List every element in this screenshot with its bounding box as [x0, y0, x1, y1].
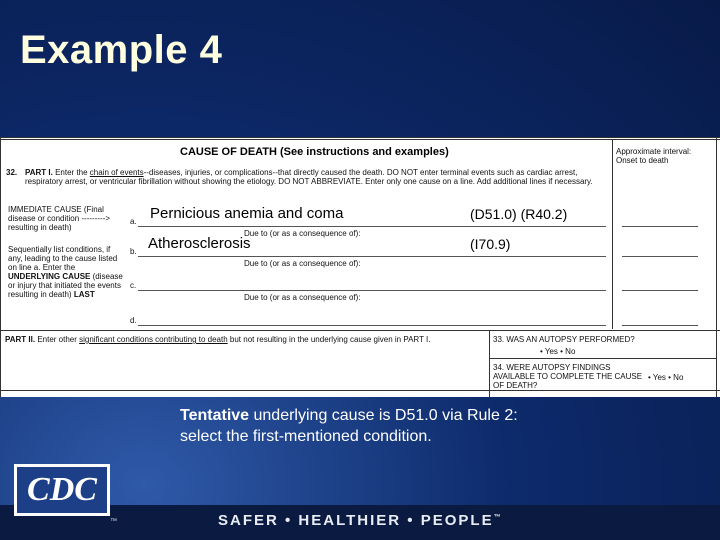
line-a-entry: Pernicious anemia and coma [150, 205, 344, 222]
line-letter-b: b. [130, 247, 137, 256]
chain-of-events-link: chain of events [89, 168, 144, 177]
immediate-cause-label: IMMEDIATE CAUSE (Final disease or condition ---------> resulting in death) [8, 205, 111, 232]
interval-label: Approximate interval: Onset to death [616, 147, 692, 165]
part2-instructions [5, 335, 485, 344]
note-text: underlying cause is D51.0 via Rule 2: select the first-mentioned condition. [180, 407, 518, 445]
line-d-underline [138, 325, 606, 326]
interval-a-underline [622, 226, 698, 227]
part2-text-a: Enter other [37, 335, 77, 344]
line-b-codes: (I70.9) [470, 236, 511, 252]
autopsy-options: • Yes • No [540, 347, 576, 356]
autopsy-question: 33. WAS AN AUTOPSY PERFORMED? [493, 335, 635, 344]
slogan-tm: ™ [493, 514, 503, 521]
q33-q34-divider [489, 358, 717, 359]
line-b-entry: Atherosclerosis [148, 235, 251, 252]
autopsy-findings-options: • Yes • No [648, 373, 684, 382]
line-a-codes: (D51.0) (R40.2) [470, 206, 568, 222]
form-left-border [0, 137, 1, 397]
interval-b-underline [622, 256, 698, 257]
death-certificate-form [0, 137, 720, 397]
part2-top-border [0, 330, 720, 331]
line-letter-c: c. [130, 281, 137, 290]
note-bold: Tentative [180, 407, 250, 424]
interval-c-underline [622, 290, 698, 291]
form-top-border [0, 137, 720, 138]
part1-instructions [25, 168, 605, 186]
part2-divider [489, 330, 490, 397]
significant-conditions-link: significant conditions contributing to death [79, 335, 228, 344]
consequence-label-1: Due to (or as a consequence of): [244, 229, 361, 238]
part1-number: 32. [6, 168, 18, 177]
footer-slogan [218, 512, 503, 529]
part1-text-a: Enter the [55, 168, 88, 177]
slogan-text: SAFER • HEALTHIER • PEOPLE [218, 512, 494, 529]
part1-label: PART I. [25, 168, 53, 177]
autopsy-findings-question: 34. WERE AUTOPSY FINDINGS AVAILABLE TO COMPLETE THE CAUSE OF DEATH? [493, 363, 643, 390]
line-c-underline [138, 290, 606, 291]
line-b-underline [138, 256, 606, 257]
underlying-cause-label: UNDERLYING CAUSE [8, 272, 91, 281]
logo-tm: ™ [110, 518, 117, 525]
consequence-label-3: Due to (or as a consequence of): [244, 293, 361, 302]
slide-note [180, 405, 520, 447]
cause-of-death-header: CAUSE OF DEATH (See instructions and examples) [180, 146, 449, 158]
sequential-label [8, 245, 126, 299]
part2-text-b: but not resulting in the underlying cause given in PART I. [229, 335, 431, 344]
consequence-label-2: Due to (or as a consequence of): [244, 259, 361, 268]
line-a-underline [138, 226, 606, 227]
slide-title: Example 4 [20, 28, 223, 72]
part2-label: PART II. [5, 335, 36, 344]
line-letter-a: a. [130, 217, 137, 226]
form-bottom-border [0, 390, 720, 391]
sequential-text: Sequentially list conditions, if any, leading to the cause listed on line a. Enter the [8, 245, 118, 272]
last-label: LAST [73, 290, 95, 299]
part1-text-b: --diseases, injuries, or complications--that directly caused the death. DO NOT enter terminal events such as cardiac arrest, respiratory arrest, or ventricular fibrillation without showing the etiology. DO NOT ABBREVIATE. Enter only one cause on a line. Add additional lines if necessary. [25, 168, 593, 186]
underlying-cause-text: (disease or injury that initiated the events resulting in death) [8, 272, 123, 299]
interval-d-underline [622, 325, 698, 326]
interval-column-divider [612, 139, 613, 329]
cdc-logo [14, 464, 110, 516]
cdc-logo-text: CDC [27, 471, 97, 508]
line-letter-d: d. [130, 316, 137, 325]
